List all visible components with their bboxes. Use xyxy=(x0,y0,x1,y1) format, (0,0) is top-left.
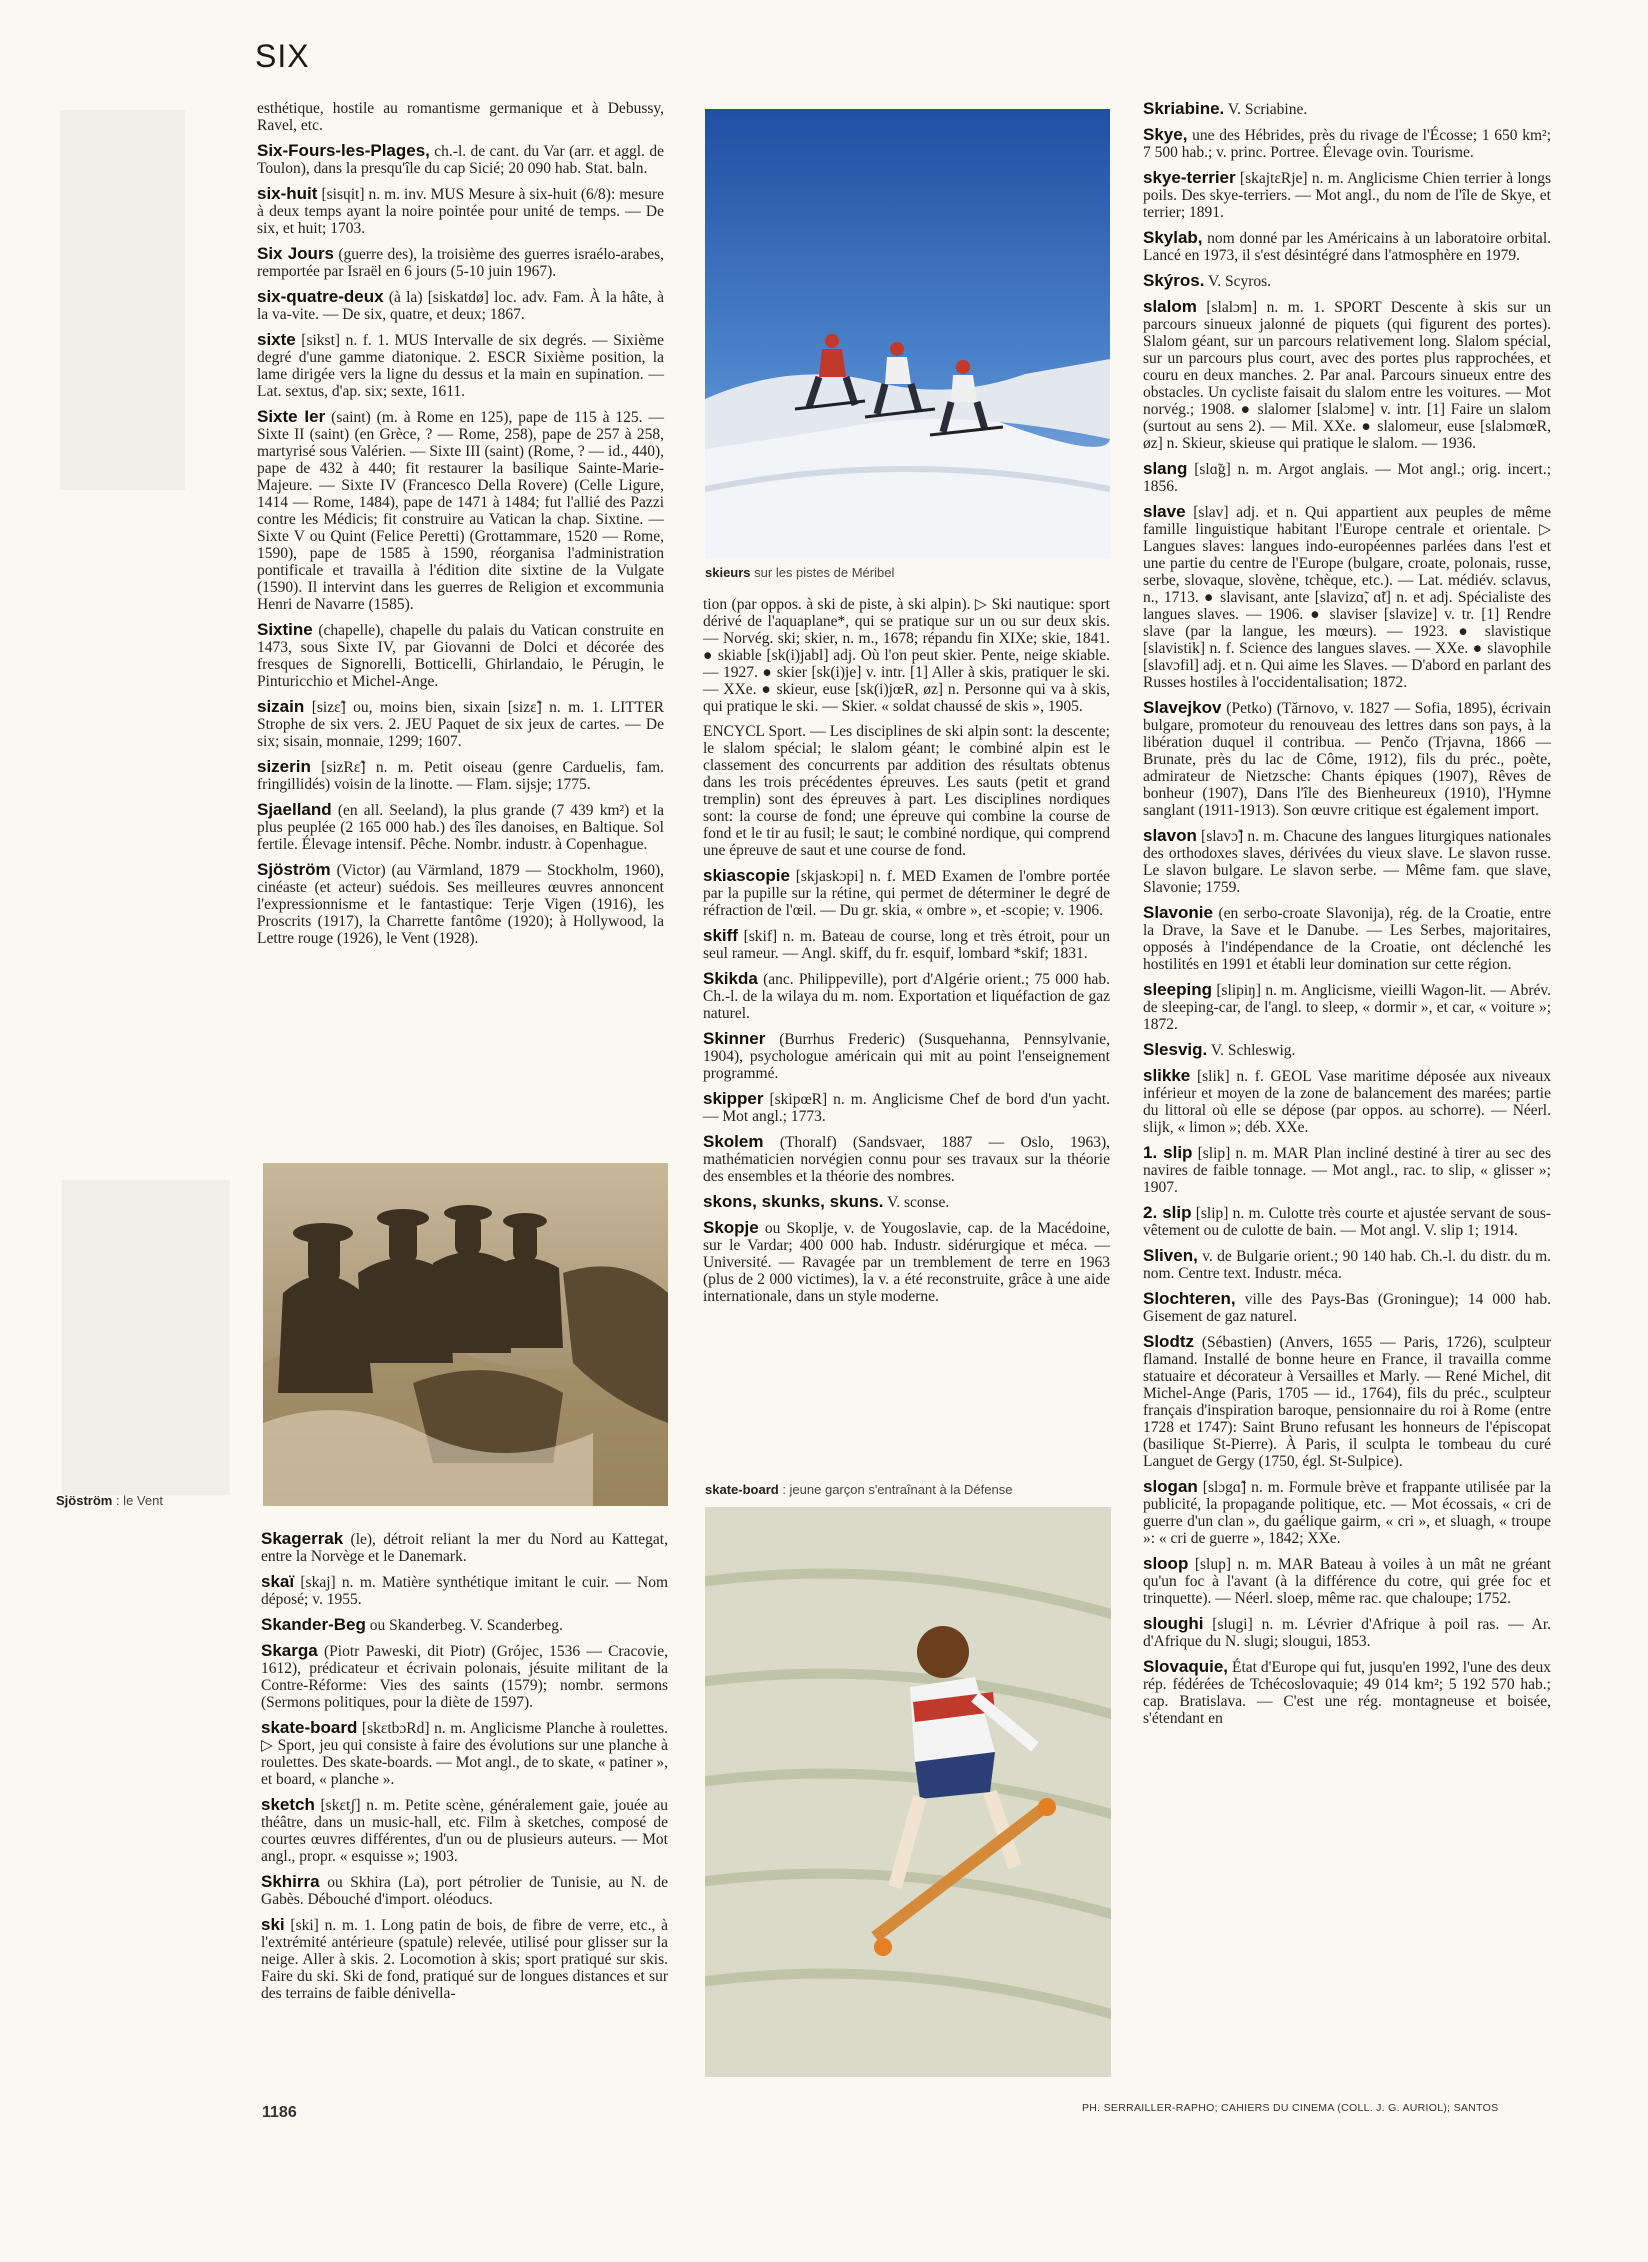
dictionary-entry xyxy=(257,758,664,793)
entry-definition: [slɑ̃g] n. m. Argot anglais. — Mot angl.; orig. incert.; 1856. xyxy=(1143,461,1551,495)
dictionary-entry xyxy=(257,861,664,947)
skiers-photo xyxy=(705,109,1110,559)
dictionary-entry xyxy=(261,1616,668,1634)
dictionary-entry xyxy=(1143,1658,1551,1727)
dictionary-entry xyxy=(1143,1615,1551,1650)
dictionary-entry xyxy=(1143,272,1551,290)
entry-definition: [sisɥit] n. m. inv. MUS Mesure à six-huit (6/8): mesure à deux temps ayant la noire pointée pour unité de temps. — De six, et huit; 1703. xyxy=(257,186,665,237)
dictionary-entry xyxy=(261,1916,668,2002)
dictionary-entry xyxy=(1143,1144,1551,1196)
dictionary-entry xyxy=(703,1030,1110,1082)
entry-definition: [skipœR] n. m. Anglicisme Chef de bord d'un yacht. — Mot angl.; 1773. xyxy=(703,1091,1110,1125)
entry-definition: (en all. Seeland), la plus grande (7 439 km²) et la plus peuplée (2 165 000 hab.) des îles danoises, en Baltique. Sol fertile. Élevage intensif. Pêche. Nombr. industr. à Copenhague. xyxy=(257,802,665,853)
dictionary-entry xyxy=(257,801,664,853)
bleed-through-left-top xyxy=(60,110,185,490)
dictionary-entry xyxy=(703,1090,1110,1125)
skateboarder-image xyxy=(705,1507,1111,2077)
entry-definition: (Burrhus Frederic) (Susquehanna, Pennsylvanie, 1904), psychologue américain qui mit au point l'enseignement programmé. xyxy=(703,1031,1110,1082)
entry-term: Sixtine xyxy=(257,620,313,639)
entry-definition: [skajtɛRje] n. m. Anglicisme Chien terrier à longs poils. Des skye-terriers. — Mot angl., du nom de l'île de Skye, et terrier; 1891. xyxy=(1143,170,1551,221)
dictionary-entry xyxy=(1143,699,1551,819)
dictionary-entry xyxy=(257,245,664,280)
caption-sjostrom-text: : le Vent xyxy=(112,1493,163,1508)
entry-definition: [sizɛ̃] ou, moins bien, sixain [sizɛ̃] n. m. 1. LITTER Strophe de six vers. 2. JEU Paquet de six jeux de cartes. — De six; sisain, monnaie, 1299; 1607. xyxy=(257,699,665,750)
dictionary-entry xyxy=(1143,1247,1551,1282)
entry-term: Skriabine. xyxy=(1143,99,1225,118)
entry-definition: [slɔgɑ̃] n. m. Formule brève et frappante utilisée par la publicité, la propagande politique, etc. — Mot écossais, « cri de guerre d'un clan », du gaélique gairm, « cri », et sluagh, « troupe »: « cri de guerre », 1842; XXe. xyxy=(1143,1479,1551,1547)
entry-term: Sixte Ier xyxy=(257,407,326,426)
entry-term: Sliven, xyxy=(1143,1246,1198,1265)
entry-term: six-quatre-deux xyxy=(257,287,384,306)
caption-skate-board-term: skate-board xyxy=(705,1482,779,1497)
entry-definition: [skaj] n. m. Matière synthétique imitant le cuir. — Nom déposé; v. 1955. xyxy=(261,1574,669,1608)
dictionary-entry xyxy=(703,867,1110,919)
entry-definition: tion (par oppos. à ski de piste, à ski alpin). ▷ Ski nautique: sport dérivé de l'aquaplane*, qui se pratique sur un ou sur deux skis. — Norvég. ski; skier, n. m., 1678; répandu fin XIXe; skie, 1841. ● skiable [sk(i)jabl] adj. Où l'on peut skier. Pente, neige skiable. — 1927. ● skier [sk(i)je] v. intr. [1] Aller à skis, pratiquer le ski. — XXe. ● skieur, euse [sk(i)jœR, øz] n. Personne qui va à skis, qui pratique le ski. — Skier. « soldat chaussé de skis », 1905. xyxy=(703,596,1110,715)
dictionary-entry xyxy=(1143,229,1551,264)
dictionary-entry xyxy=(257,185,664,237)
dictionary-entry xyxy=(703,723,1110,859)
entry-definition: [slip] n. m. MAR Plan incliné destiné à tirer au sec des navires de faible tonnage. — Mot angl., rac. to slip, « glisser »; 1907. xyxy=(1143,1145,1552,1196)
dictionary-entry xyxy=(703,1133,1110,1185)
caption-sjostrom-term: Sjöström xyxy=(56,1493,113,1508)
dictionary-entry xyxy=(261,1719,668,1788)
dictionary-entry xyxy=(261,1530,668,1565)
caption-skieurs xyxy=(705,565,894,580)
entry-definition: ville des Pays-Bas (Groningue); 14 000 hab. Gisement de gaz naturel. xyxy=(1143,1291,1551,1325)
entry-definition: (chapelle), chapelle du palais du Vatican construite en 1473, sous Sixte IV, par Giovanni de Dolci et décorée des fresques de Signorelli, Botticelli, Ghirlandaio, le Pérugin, le Pinturicchio et Michel-Ange. xyxy=(257,622,664,690)
entry-term: sleeping xyxy=(1143,980,1212,999)
entry-term: Skander-Beg xyxy=(261,1615,366,1634)
photo-credits: PH. SERRAILLER-RAPHO; CAHIERS DU CINEMA (COLL. J. G. AURIOL); SANTOS xyxy=(1082,2102,1499,2114)
entry-definition: v. de Bulgarie orient.; 90 140 hab. Ch.-l. du distr. du m. nom. Centre text. Industr. méca. xyxy=(1143,1248,1552,1282)
entry-term: sloop xyxy=(1143,1554,1189,1573)
dictionary-entry xyxy=(261,1573,668,1608)
dictionary-entry xyxy=(1143,1204,1551,1239)
entry-definition: (à la) [siskatdø] loc. adv. Fam. À la hâte, à la va-vite. — De six, quatre, et deux; 1867. xyxy=(257,289,664,323)
entry-term: skye-terrier xyxy=(1143,168,1236,187)
entry-definition: [skɛtbɔRd] n. m. Anglicisme Planche à roulettes. ▷ Sport, jeu qui consiste à faire des évolutions sur une planche à roulettes. Des skate-boards. — Mot angl., de to skate, « patiner », et board, « planche ». xyxy=(261,1720,669,1788)
entry-term: Skye, xyxy=(1143,125,1188,144)
dictionary-entry xyxy=(703,1193,1110,1211)
entry-term: slalom xyxy=(1143,297,1197,316)
entry-term: 2. slip xyxy=(1143,1203,1192,1222)
entry-definition: [skjaskɔpi] n. f. MED Examen de l'ombre portée par la pupille sur la rétine, qui permet de déterminer le degré de réfraction de l'œil. — Du gr. skia, « ombre », et -scopie; v. 1906. xyxy=(703,868,1111,919)
entry-definition: (Thoralf) (Sandsvaer, 1887 — Oslo, 1963), mathématicien norvégien connu pour ses travaux sur la théorie des ensembles et la théorie des nombres. xyxy=(703,1134,1111,1185)
entry-definition: (le), détroit reliant la mer du Nord au Kattegat, entre la Norvège et le Danemark. xyxy=(261,1531,668,1565)
dictionary-entry xyxy=(1143,904,1551,973)
entry-definition: nom donné par les Américains à un laboratoire orbital. Lancé en 1973, il s'est désintégré dans l'atmosphère en 1979. xyxy=(1143,230,1551,264)
entry-definition: (saint) (m. à Rome en 125), pape de 115 à 125. — Sixte II (saint) (en Grèce, ? — Rome, 258), pape de 257 à 258, martyrisé sous Valérien. — Sixte III (saint) (Rome, ? — id., 440), pape de 432 à 440; fit restaurer la basilique Sainte-Marie-Majeure. — Sixte IV (Francesco Della Rovere) (Celle Ligure, 1414 — Rome, 1484), pape de 1471 à 1484; fut l'allié des Pazzi contre les Médicis; fit construire au Vatican la chap. Sixtine. — Sixte V ou Quint (Felice Peretti) (Grottammare, 1520 — Rome, 1590), pape de 1585 à 1590, réorganisa l'administration pontificale et travailla à l'édition dite sixtine de la Vulgate (1590). Il intervint dans les guerres de Religion et excommunia Henri de Navarre (1585). xyxy=(257,409,664,613)
entry-definition: [skɛtʃ] n. m. Petite scène, généralement gaie, jouée au théâtre, dans un music-hall, etc. Film à sketches, composé de courtes œuvres différentes, d'un ou de plusieurs auteurs. — Mot angl., propr. « esquisse »; 1903. xyxy=(261,1797,669,1865)
entry-term: skate-board xyxy=(261,1718,358,1737)
column-1-bottom xyxy=(261,1530,668,2010)
dictionary-entry xyxy=(703,927,1110,962)
dictionary-entry xyxy=(703,596,1110,715)
entry-term: sixte xyxy=(257,330,296,349)
entry-term: skaï xyxy=(261,1572,295,1591)
entry-term: Six Jours xyxy=(257,244,335,263)
dictionary-entry xyxy=(1143,169,1551,221)
dictionary-entry xyxy=(261,1796,668,1865)
entry-term: six-huit xyxy=(257,184,318,203)
entry-definition: [slip] n. m. Culotte très courte et ajustée servant de sous-vêtement ou de culotte de bain. — Mot angl. V. slip 1; 1914. xyxy=(1143,1205,1552,1239)
caption-skate-board xyxy=(705,1482,1012,1497)
entry-definition: (en serbo-croate Slavonija), rég. de la Croatie, entre la Drave, la Save et le Danube. — Les Serbes, majoritaires, opposés à l'indépendance de la Croatie, ont déclenché les hostilités en 1991 et établi leur domination sur cette région. xyxy=(1143,905,1552,973)
entry-term: Sjöström xyxy=(257,860,331,879)
page-number: 1186 xyxy=(262,2104,297,2121)
caption-skieurs-term: skieurs xyxy=(705,565,751,580)
entry-definition: V. Schleswig. xyxy=(1210,1042,1296,1059)
entry-definition: [slavɔ̃] n. m. Chacune des langues liturgiques nationales des orthodoxes slaves, dérivées du vieux slave. Le slavon russe. Le slavon bulgare. Le slavon serbe. — Même fam. que slave, Slavonie; 1759. xyxy=(1143,828,1552,896)
entry-definition: [sizRɛ̃] n. m. Petit oiseau (genre Carduelis, fam. fringillidés) voisin de la linotte. — Flam. sijsje; 1775. xyxy=(257,759,665,793)
dictionary-entry xyxy=(1143,1041,1551,1059)
entry-term: skipper xyxy=(703,1089,764,1108)
caption-skate-board-text: : jeune garçon s'entraînant à la Défense xyxy=(778,1482,1013,1497)
skateboard-photo xyxy=(705,1507,1111,2077)
entry-definition: (Petko) (Tărnovo, v. 1827 — Sofia, 1895), écrivain bulgare, promoteur du renouveau des lettres dans son pays, à la libération duquel il contribua. — Penčo (Trjavna, 1866 — Brunate, près du lac de Côme, 1912), fils du préc., poète, admirateur de Nietzsche: Chants épiques (1907), Rêves de bonheur (1907), Dans l'île des Bienheureux (1910), l'Hymne sanglant (1911-1913). Son œuvre critique est également import. xyxy=(1143,700,1551,819)
entry-definition: (anc. Philippeville), port d'Algérie orient.; 75 000 hab. Ch.-l. de la wilaya du m. nom. Exportation et liquéfaction de gaz naturel. xyxy=(703,971,1110,1022)
entry-definition: [slugi] n. m. Lévrier d'Afrique à poil ras. — Ar. d'Afrique du N. slugi; slougui, 1853. xyxy=(1143,1616,1552,1650)
dictionary-entry xyxy=(1143,1555,1551,1607)
entry-term: Skylab, xyxy=(1143,228,1203,247)
entry-definition: [slup] n. m. MAR Bateau à voiles à un mât ne gréant qu'un foc à l'avant (à la différence du cotre, qui grée foc et trinquette). — Néerl. sloep, même rac. que chaloupe; 1752. xyxy=(1143,1556,1552,1607)
entry-term: Skýros. xyxy=(1143,271,1205,290)
entry-definition: [ski] n. m. 1. Long patin de bois, de fibre de verre, etc., à l'extrémité antérieure (spatule) relevée, utilisé pour glisser sur la neige. Aller à skis. 2. Locomotion à skis; sport pratiqué sur skis. Faire du ski. Ski de fond, pratiqué sur de longues distances et sur des terrains de faible dénivella- xyxy=(261,1917,669,2002)
dictionary-entry xyxy=(1143,1290,1551,1325)
entry-definition: ou Skoplje, v. de Yougoslavie, cap. de la Macédoine, sur le Vardar; 400 000 hab. Industr. sidérurgique et méca. — Université. — Ravagée par un tremblement de terre en 1963 (plus de 2 000 victimes), la v. a été reconstruite, grâce à une aide internationale, dans un style moderne. xyxy=(703,1220,1111,1305)
dictionary-entry xyxy=(257,621,664,690)
entry-term: Six-Fours-les-Plages, xyxy=(257,141,430,160)
bleed-through-left-bottom xyxy=(62,1180,230,1495)
entry-definition: V. Scriabine. xyxy=(1227,101,1308,118)
dictionary-entry xyxy=(1143,1067,1551,1136)
dictionary-entry xyxy=(1143,981,1551,1033)
entry-definition: État d'Europe qui fut, jusqu'en 1992, l'une des deux rép. fédérées de Tchécoslovaquie; 49 014 km²; 5 192 570 hab.; cap. Bratislava. — C'est une rég. montagneuse et boisée, s'étendant en xyxy=(1143,1659,1551,1727)
entry-term: Skolem xyxy=(703,1132,764,1151)
entry-term: slavon xyxy=(1143,826,1197,845)
entry-term: skiascopie xyxy=(703,866,790,885)
entry-term: sizerin xyxy=(257,757,311,776)
caption-skieurs-text: sur les pistes de Méribel xyxy=(750,565,895,580)
entry-definition: [slalɔm] n. m. 1. SPORT Descente à skis sur un parcours sinueux jalonné de piquets (qui figurent des portes). Slalom géant, sur un parcours relativement long. Slalom spécial, sur un parcours plus court, avec des portes plus rapprochées, et couru en deux manches. 2. Par anal. Parcours sinueux entre des obstacles. Un cycliste faisait du slalom entre les voitures. — Mot norvég.; 1908. ● slalomer [slalɔme] v. intr. [1] Faire un slalom (surtout au sens 2). — Mil. XXe. ● slalomeur, euse [slalɔmœR, øz] n. Skieur, skieuse qui pratique le slalom. — 1936. xyxy=(1143,299,1551,452)
entry-definition: esthétique, hostile au romantisme germanique et à Debussy, Ravel, etc. xyxy=(257,100,664,134)
entry-term: Slesvig. xyxy=(1143,1040,1208,1059)
dictionary-entry xyxy=(257,142,664,177)
entry-term: slang xyxy=(1143,459,1188,478)
entry-definition: ch.-l. de cant. du Var (arr. et aggl. de Toulon), dans la presqu'île du cap Sicié; 20 090 hab. Stat. baln. xyxy=(257,143,665,177)
entry-definition: [slipiŋ] n. m. Anglicisme, vieilli Wagon-lit. — Abrév. de sleeping-car, de l'angl. to sleep, « dormir », et car, « voiture »; 1872. xyxy=(1143,982,1551,1033)
entry-term: ski xyxy=(261,1915,285,1934)
entry-term: Skarga xyxy=(261,1641,318,1660)
entry-term: Skagerrak xyxy=(261,1529,344,1548)
dictionary-entry xyxy=(1143,126,1551,161)
dictionary-entry xyxy=(261,1642,668,1711)
entry-term: Slavejkov xyxy=(1143,698,1222,717)
running-head: SIX xyxy=(255,38,310,74)
entry-term: Slavonie xyxy=(1143,903,1213,922)
entry-definition: (Victor) (au Värmland, 1879 — Stockholm, 1960), cinéaste (et acteur) suédois. Ses meilleures œuvres annoncent l'expressionnisme et le fantastique: Terje Vigen (1916), les Proscrits (1917), la Charrette fantôme (1920); à Hollywood, la Lettre rouge (1926), le Vent (1928). xyxy=(257,862,665,947)
dictionary-entry xyxy=(1143,100,1551,118)
entry-term: Slodtz xyxy=(1143,1332,1194,1351)
entry-definition: ou Skhira (La), port pétrolier de Tunisie, au N. de Gabès. Débouché d'import. oléoducs. xyxy=(261,1874,669,1908)
dictionary-entry xyxy=(703,1219,1110,1305)
entry-term: sizain xyxy=(257,697,305,716)
dictionary-entry xyxy=(257,698,664,750)
entry-term: Slovaquie, xyxy=(1143,1657,1229,1676)
entry-definition: [slav] adj. et n. Qui appartient aux peuples de même famille linguistique habitant l'Europe centrale et orientale. ▷ Langues slaves: langues indo-européennes parlées dans l'est et une partie du centre de l'Europe (bulgare, croate, polonais, russe, serbe, slovaque, slovène, tchèque, etc.). — Lat. médiév. sclavus, n., 1713. ● slavisant, ante [slavizɑ̃, ɑ̃t] n. et adj. Spécialiste des langues slaves. — 1906. ● slaviser [slavize] v. tr. [1] Rendre slave (par la langue, les mœurs). — 1923. ● slavistique [slavistik] n. f. Science des langues slaves. — XXe. ● slavophile [slavɔfil] adj. et n. Qui aime les Slaves. — D'abord en parlant des Russes hostiles à l'occidentalisation; 1872. xyxy=(1143,504,1551,691)
dictionary-entry xyxy=(1143,460,1551,495)
column-2 xyxy=(703,596,1110,1313)
dictionary-entry xyxy=(1143,1333,1551,1470)
dictionary-entry xyxy=(257,100,664,134)
dictionary-entry xyxy=(257,408,664,613)
entry-term: skiff xyxy=(703,926,738,945)
entry-definition: ENCYCL Sport. — Les disciplines de ski alpin sont: la descente; le slalom spécial; le slalom géant; le combiné alpin est le classement des concurrents par addition des résultats obtenus dans les trois précédentes épreuves. Les sauts (petit et grand tremplin) sont des épreuves à part. Les disciplines nordiques sont: la course de fond; une épreuve qui combine la course de fond et le tir au fusil; le saut; le combiné nordique, qui comprend une épreuve de saut et une course de fond. xyxy=(703,723,1110,859)
caption-sjostrom xyxy=(56,1493,163,1508)
entry-definition: ou Skanderbeg. V. Scanderbeg. xyxy=(369,1617,563,1634)
dictionary-entry xyxy=(1143,298,1551,452)
entry-term: Skinner xyxy=(703,1029,766,1048)
entry-term: 1. slip xyxy=(1143,1143,1193,1162)
entry-term: Skopje xyxy=(703,1218,759,1237)
dictionary-entry xyxy=(1143,1478,1551,1547)
sjostrom-film-still xyxy=(263,1163,668,1506)
skiers-image xyxy=(705,109,1110,559)
entry-definition: V. Scyros. xyxy=(1208,273,1272,290)
entry-term: Sjaelland xyxy=(257,800,332,819)
entry-definition: V. sconse. xyxy=(887,1194,950,1211)
entry-term: skons, skunks, skuns. xyxy=(703,1192,884,1211)
entry-term: sloughi xyxy=(1143,1614,1204,1633)
entry-term: sketch xyxy=(261,1795,315,1814)
entry-definition: (guerre des), la troisième des guerres israélo-arabes, remportée par Israël en 6 jours (5-10 juin 1967). xyxy=(257,246,664,280)
entry-definition: (Sébastien) (Anvers, 1655 — Paris, 1726), sculpteur flamand. Installé de bonne heure en France, il travailla comme statuaire et décorateur à Versailles et Marly. — René Michel, dit Michel-Ange (Paris, 1705 — id., 1764), fils du préc., sculpteur français d'inspiration baroque, pensionnaire du roi à Rome (entre 1728 et 1747): Saint Bruno refusant les honneurs de l'épiscopat (basilique St-Pierre). À Paris, il sculpta le tombeau du curé Languet de Gergy (1750, égl. St-Sulpice). xyxy=(1143,1334,1551,1470)
film-still-riders-image xyxy=(263,1163,668,1506)
dictionary-entry xyxy=(261,1873,668,1908)
dictionary-entry xyxy=(257,331,664,400)
entry-term: Skhirra xyxy=(261,1872,320,1891)
dictionary-entry xyxy=(257,288,664,323)
entry-term: Slochteren, xyxy=(1143,1289,1236,1308)
dictionary-entry xyxy=(1143,503,1551,691)
column-1-top xyxy=(257,100,664,955)
entry-definition: une des Hébrides, près du rivage de l'Écosse; 1 650 km²; 7 500 hab.; v. princ. Portree. Élevage ovin. Tourisme. xyxy=(1143,127,1552,161)
entry-definition: [skif] n. m. Bateau de course, long et très étroit, pour un seul rameur. — Angl. skiff, du fr. esquif, lombard *skif; 1831. xyxy=(703,928,1110,962)
entry-term: slogan xyxy=(1143,1477,1198,1496)
entry-term: Skikda xyxy=(703,969,758,988)
dictionary-entry xyxy=(703,970,1110,1022)
entry-definition: (Piotr Paweski, dit Piotr) (Grójec, 1536 — Cracovie, 1612), prédicateur et écrivain polonais, jésuite militant de la Contre-Réforme: Vies des saints (1579); nombr. sermons (Sermons politiques, pour la diète de 1597). xyxy=(261,1643,668,1711)
entry-definition: [slik] n. f. GEOL Vase maritime déposée aux niveaux inférieur et moyen de la zone de balancement des marées; partie du littoral où elle se dépose (par oppos. au schorre). — Néerl. slijk, « limon »; déb. XXe. xyxy=(1143,1068,1551,1136)
entry-term: slave xyxy=(1143,502,1186,521)
entry-definition: [sikst] n. f. 1. MUS Intervalle de six degrés. — Sixième degré d'une gamme diatonique. 2. ESCR Sixième position, la lame dirigée vers la ligne du dessus et la main en supination. — Lat. sextus, d'ap. six; sexte, 1611. xyxy=(257,332,665,400)
column-3 xyxy=(1143,100,1551,1735)
entry-term: slikke xyxy=(1143,1066,1191,1085)
dictionary-entry xyxy=(1143,827,1551,896)
